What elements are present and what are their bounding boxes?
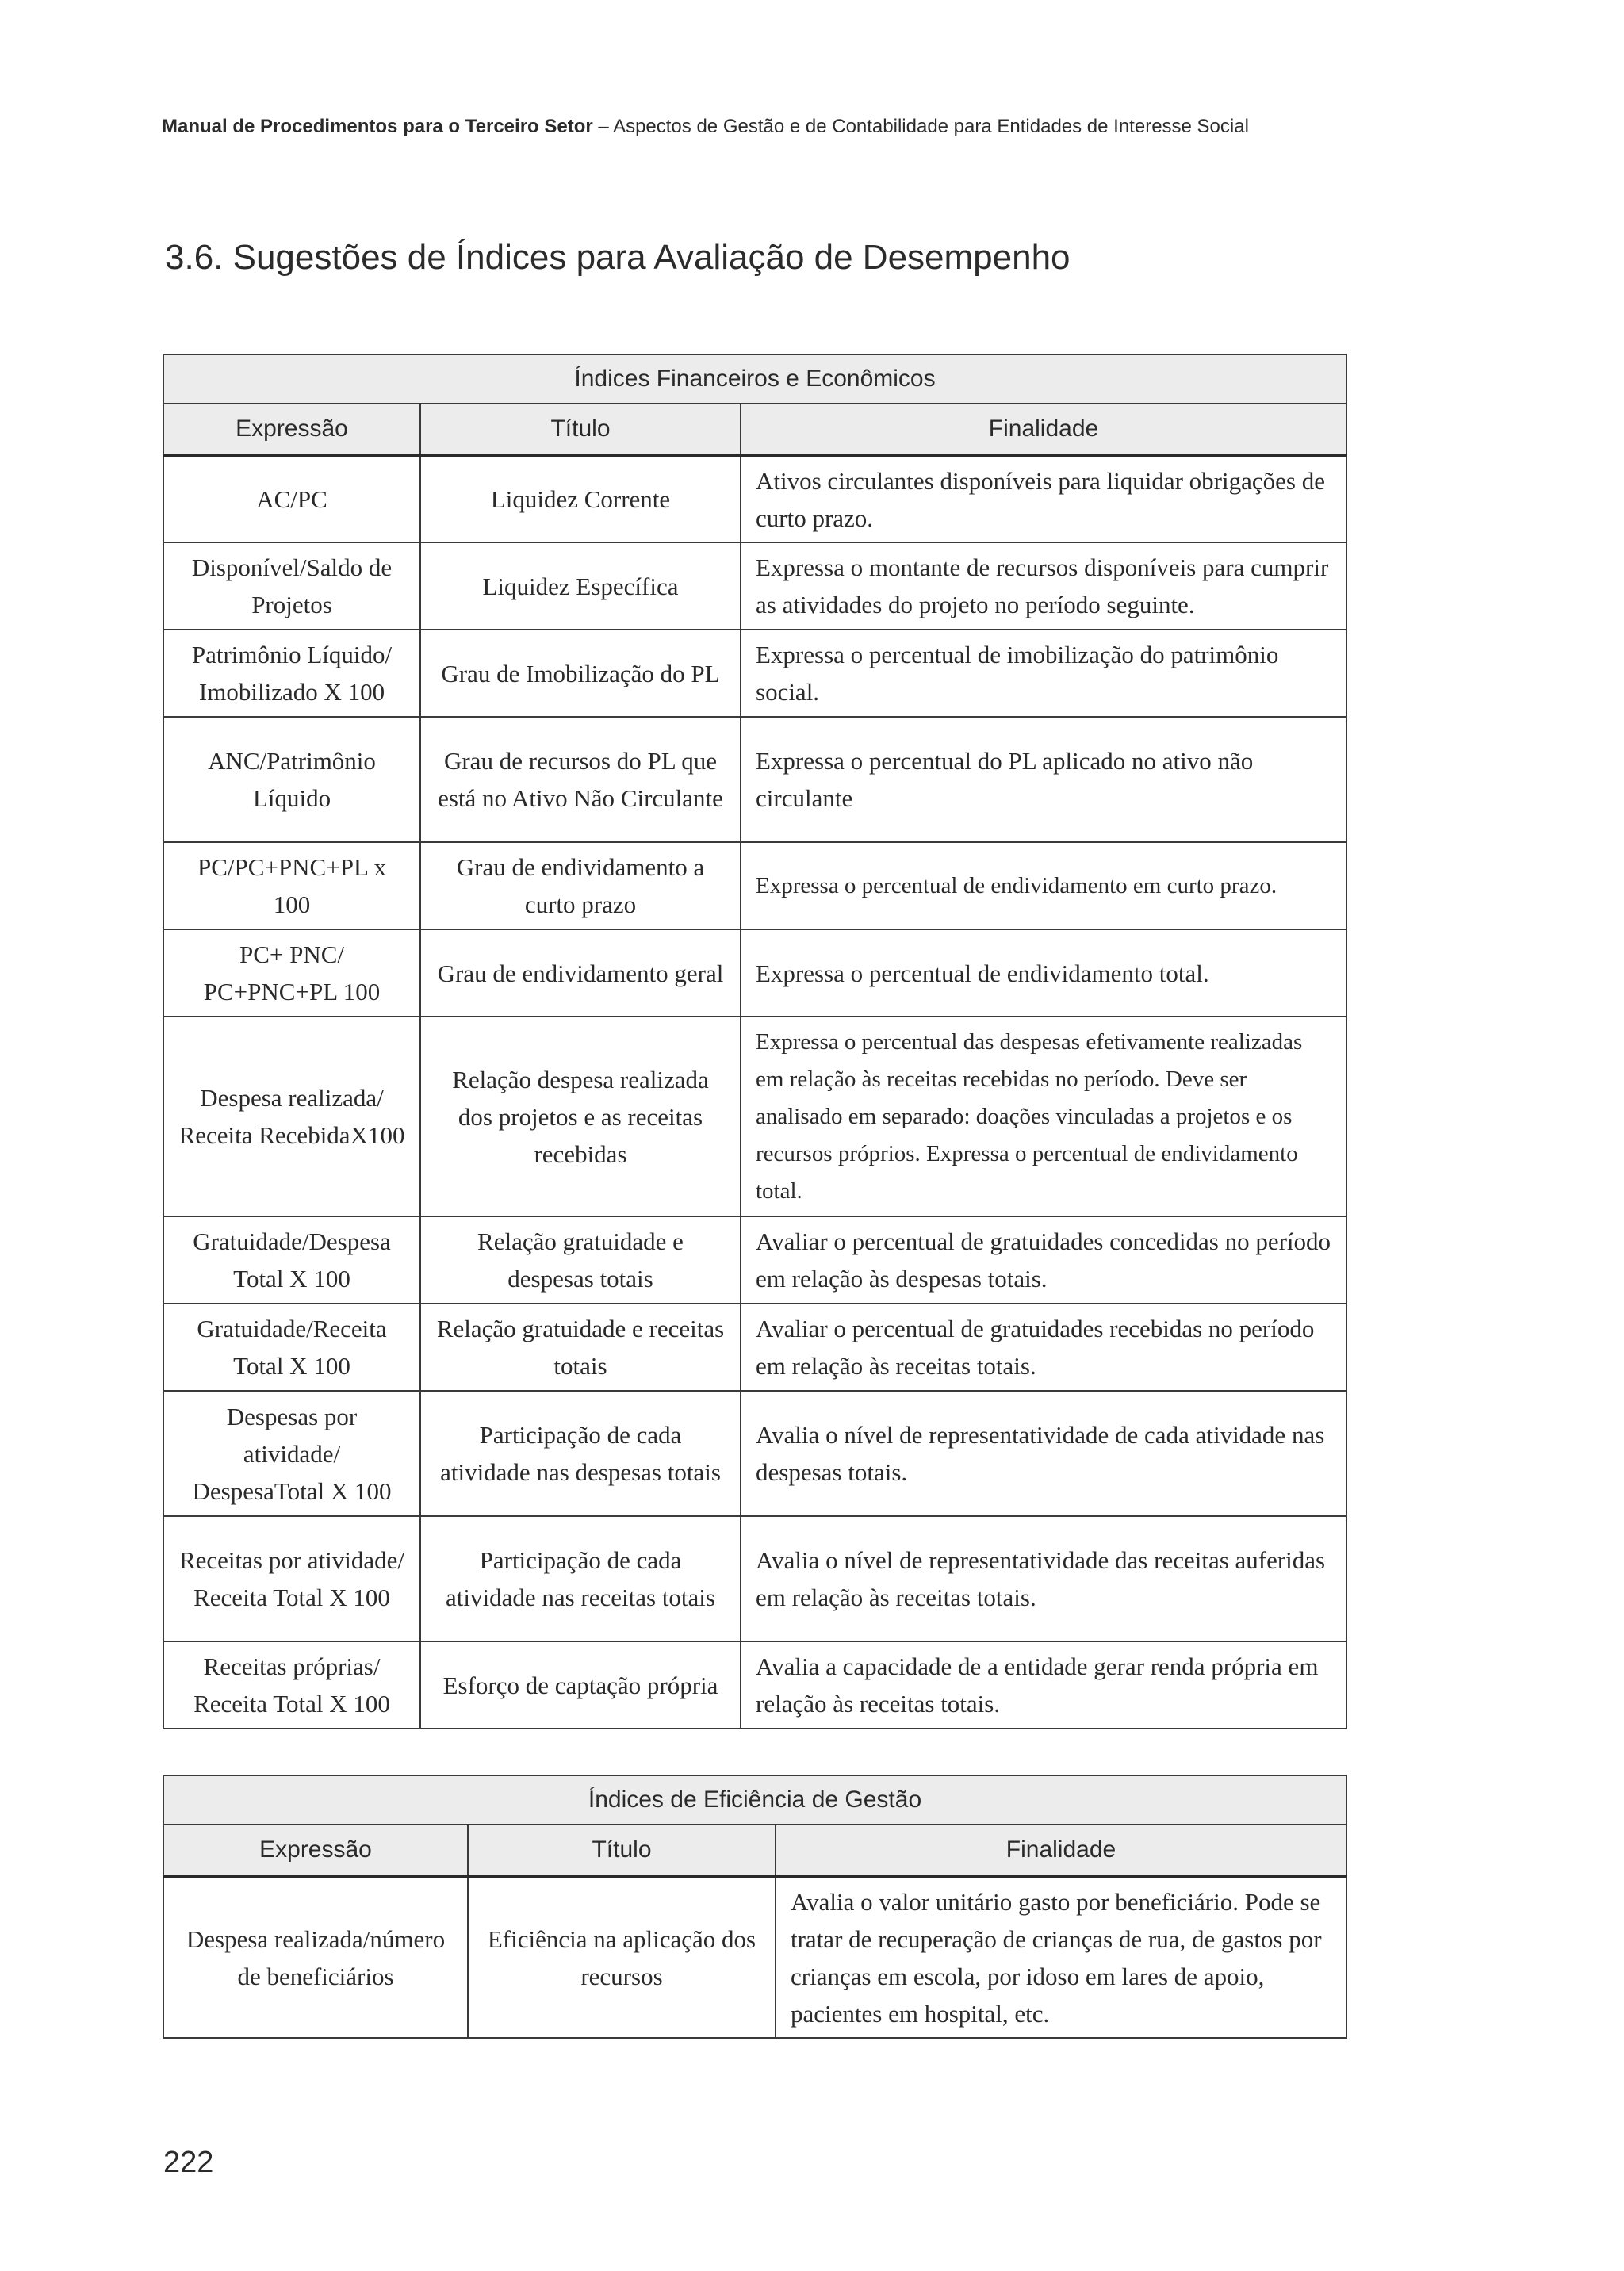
table-row: [163, 542, 1346, 630]
section-title: 3.6. Sugestões de Índices para Avaliação de Desempenho: [165, 238, 1071, 277]
cell-titulo: Relação despesa realizada dos projetos e as receitas recebidas: [420, 1017, 741, 1216]
table-row: [163, 929, 1346, 1017]
table-row: [163, 1216, 1346, 1304]
table-row: [163, 455, 1346, 542]
table-row: [163, 1876, 1346, 2038]
cell-expressao: Disponível/Saldo de Projetos: [163, 542, 420, 630]
table-row: [163, 1017, 1346, 1216]
table-row: [163, 1641, 1346, 1729]
cell-expressao: Despesa realizada/número de beneficiários: [163, 1876, 468, 2038]
cell-titulo: Relação gratuidade e receitas totais: [420, 1304, 741, 1391]
table-row: [163, 630, 1346, 717]
running-header: [162, 116, 1249, 138]
financial-indices-table: [163, 354, 1347, 1729]
running-header-title: Manual de Procedimentos para o Terceiro Setor: [162, 116, 593, 137]
cell-titulo: Liquidez Corrente: [420, 455, 741, 542]
column-header-expressao: Expressão: [163, 404, 420, 455]
cell-finalidade: Expressa o percentual de endividamento em curto prazo.: [741, 842, 1346, 929]
column-header-titulo: Título: [468, 1825, 776, 1876]
cell-expressao: Despesa realizada/ Receita RecebidaX100: [163, 1017, 420, 1216]
cell-finalidade: Ativos circulantes disponíveis para liquidar obrigações de curto prazo.: [741, 455, 1346, 542]
cell-titulo: Relação gratuidade e despesas totais: [420, 1216, 741, 1304]
cell-finalidade: Avalia o nível de representatividade de cada atividade nas despesas totais.: [741, 1391, 1346, 1516]
table-row: [163, 1304, 1346, 1391]
cell-titulo: Participação de cada atividade nas receitas totais: [420, 1516, 741, 1641]
cell-expressao: Gratuidade/Receita Total X 100: [163, 1304, 420, 1391]
cell-expressao: Gratuidade/Despesa Total X 100: [163, 1216, 420, 1304]
table-row: [163, 842, 1346, 929]
cell-titulo: Eficiência na aplicação dos recursos: [468, 1876, 776, 2038]
cell-titulo: Grau de endividamento a curto prazo: [420, 842, 741, 929]
cell-expressao: PC+ PNC/ PC+PNC+PL 100: [163, 929, 420, 1017]
cell-finalidade: Expressa o percentual do PL aplicado no ativo não circulante: [741, 717, 1346, 842]
cell-finalidade: Avaliar o percentual de gratuidades concedidas no período em relação às despesas totais.: [741, 1216, 1346, 1304]
running-header-subtitle: – Aspectos de Gestão e de Contabilidade para Entidades de Interesse Social: [592, 116, 1249, 137]
cell-titulo: Grau de endividamento geral: [420, 929, 741, 1017]
cell-expressao: AC/PC: [163, 455, 420, 542]
cell-finalidade: Avaliar o percentual de gratuidades recebidas no período em relação às receitas totais.: [741, 1304, 1346, 1391]
column-header-titulo: Título: [420, 404, 741, 455]
cell-titulo: Grau de Imobilização do PL: [420, 630, 741, 717]
column-header-finalidade: Finalidade: [776, 1825, 1346, 1876]
table-row: [163, 1391, 1346, 1516]
cell-expressao: Patrimônio Líquido/ Imobilizado X 100: [163, 630, 420, 717]
cell-titulo: Participação de cada atividade nas despesas totais: [420, 1391, 741, 1516]
table-row: [163, 717, 1346, 842]
column-header-finalidade: Finalidade: [741, 404, 1346, 455]
column-header-expressao: Expressão: [163, 1825, 468, 1876]
cell-finalidade: Avalia o nível de representatividade das receitas auferidas em relação às receitas totais.: [741, 1516, 1346, 1641]
cell-finalidade: Avalia a capacidade de a entidade gerar renda própria em relação às receitas totais.: [741, 1641, 1346, 1729]
cell-finalidade: Expressa o montante de recursos disponíveis para cumprir as atividades do projeto no período seguinte.: [741, 542, 1346, 630]
cell-finalidade: Avalia o valor unitário gasto por beneficiário. Pode se tratar de recuperação de crianças de rua, de gastos por crianças em escola, por idoso em lares de apoio, pacientes em hospital, etc.: [776, 1876, 1346, 2038]
page-number: 222: [163, 2146, 214, 2179]
table-caption: Índices de Eficiência de Gestão: [163, 1775, 1346, 1825]
cell-expressao: Receitas próprias/ Receita Total X 100: [163, 1641, 420, 1729]
cell-expressao: PC/PC+PNC+PL x 100: [163, 842, 420, 929]
cell-titulo: Liquidez Específica: [420, 542, 741, 630]
cell-expressao: Despesas por atividade/ DespesaTotal X 100: [163, 1391, 420, 1516]
cell-expressao: ANC/Patrimônio Líquido: [163, 717, 420, 842]
cell-finalidade: Expressa o percentual das despesas efetivamente realizadas em relação às receitas recebidas no período. Deve ser analisado em separado: doações vinculadas a projetos e os recursos próprios. Expressa o percentual de endividamento total.: [741, 1017, 1346, 1216]
table-caption: Índices Financeiros e Econômicos: [163, 354, 1346, 404]
cell-titulo: Esforço de captação própria: [420, 1641, 741, 1729]
management-efficiency-table: [163, 1775, 1347, 2039]
cell-expressao: Receitas por atividade/ Receita Total X 100: [163, 1516, 420, 1641]
cell-titulo: Grau de recursos do PL que está no Ativo Não Circulante: [420, 717, 741, 842]
table-row: [163, 1516, 1346, 1641]
cell-finalidade: Expressa o percentual de imobilização do patrimônio social.: [741, 630, 1346, 717]
cell-finalidade: Expressa o percentual de endividamento total.: [741, 929, 1346, 1017]
